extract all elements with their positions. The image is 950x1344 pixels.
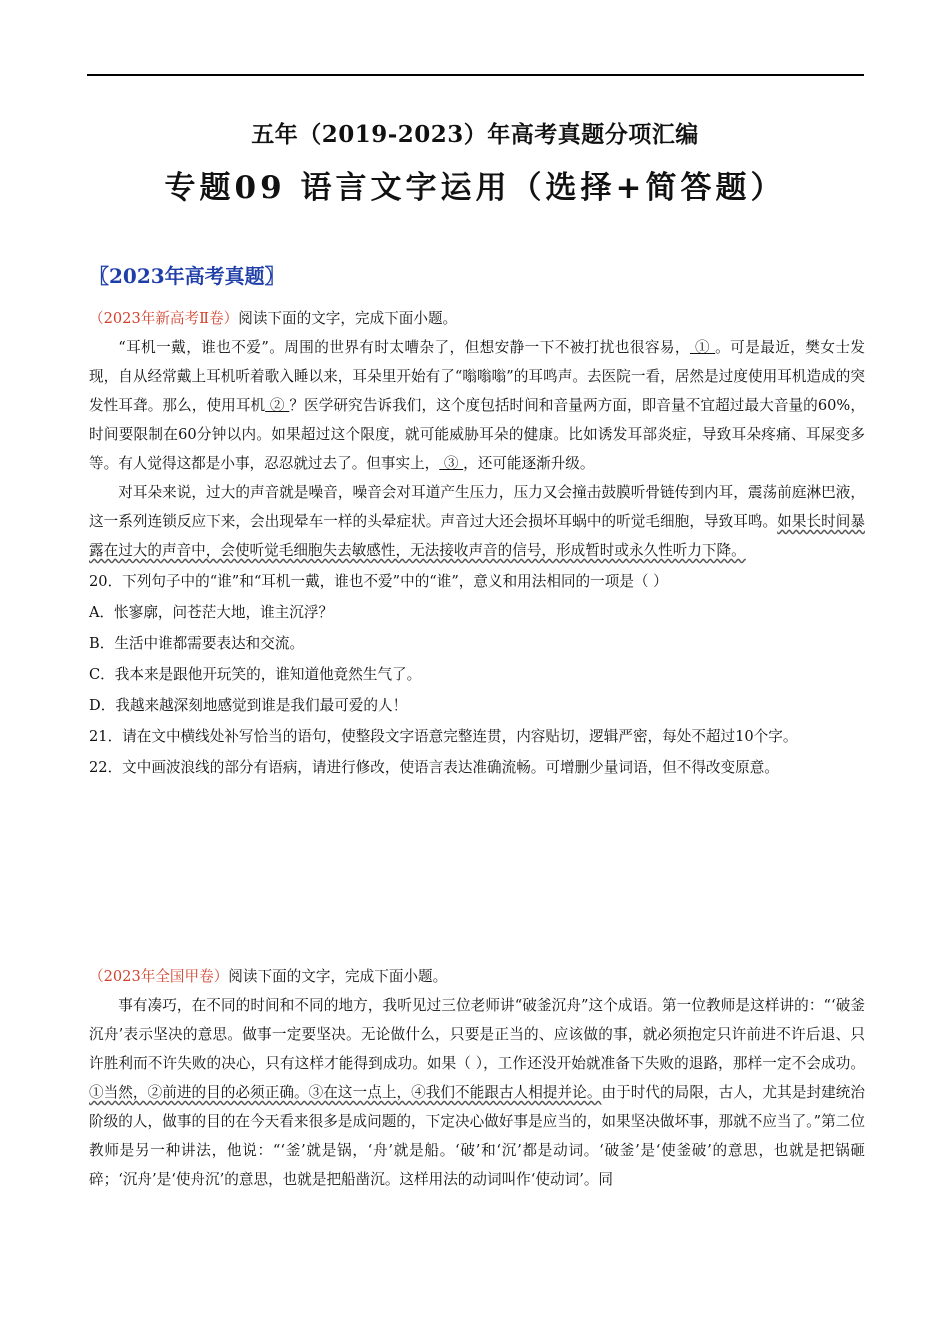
option-d: D．我越来越深刻地感觉到谁是我们最可爱的人！: [89, 697, 408, 714]
question-22: 22．文中画波浪线的部分有语病，请进行修改，使语言表达准确流畅。可增删少量词语，但不得改变原意。: [89, 759, 779, 776]
wavy-underlined-text: ①当然，②前进的目的必须正确。③在这一点上，④我们不能跟古人相提并论。: [89, 1084, 602, 1101]
question-20: 20．下列句子中的“谁”和“耳机一戴，谁也不爱”中的“谁”，意义和用法相同的一项是（ ）: [89, 573, 668, 590]
blank-2: ②: [265, 397, 290, 414]
passage-text: 对耳朵来说，过大的声音就是噪音，噪音会对耳道产生压力，压力又会撞击鼓膜听骨链传到内耳，震荡前庭淋巴液，这一系列连锁反应下来，会出现晕车一样的头晕症状。声音过大还会损坏耳蜗中的听觉毛细胞，导致耳鸣。: [89, 484, 865, 530]
passage-paragraph-2: [89, 478, 865, 565]
passage-text: 。可是最近，樊女士发现，自从经常戴上耳机听着歌入睡以来，耳朵里开始有了“嗡嗡嗡”的耳鸣声。去医院一看，居然是过度使用耳机造成的突发性耳聋。那么，使用耳机: [89, 339, 865, 414]
passage-text: ？医学研究告诉我们，这个度包括时间和音量两方面，即音量不宜超过最大音量的60%，时间要限制在60分钟以内。如果超过这个限度，就可能威胁耳朵的健康。比如诱发耳部炎症，导致耳朵疼痛、耳屎变多等。有人觉得这都是小事，忍忍就过去了。但事实上，: [89, 397, 865, 472]
source-line: [89, 962, 865, 991]
intro-text: 阅读下面的文字，完成下面小题。: [228, 968, 448, 985]
document-title: 五年（2019-2023）年高考真题分项汇编: [251, 121, 699, 148]
intro-text: 阅读下面的文字，完成下面小题。: [238, 310, 458, 327]
passage-text: 事有凑巧，在不同的时间和不同的地方，我听见过三位老师讲“破釜沉舟”这个成语。第一位教师是这样讲的：“‘破釜沉舟’表示坚决的意思。做事一定要坚决。无论做什么，只要是正当的、应该做的事，就必须抱定只许前进不许后退、只许胜利而不许失败的决心，只有这样才能得到成功。如果（ ），工作还没开始就准备下失败的退路，那样一定不会成功。: [89, 997, 866, 1072]
source-label: （2023年全国甲卷）: [89, 968, 229, 985]
option-a: A．怅寥廓，问苍茫大地，谁主沉浮？: [89, 604, 334, 621]
question-block-2023-national-a: [89, 962, 865, 1194]
blank-1: ①: [689, 339, 716, 356]
question-21: 21．请在文中横线处补写恰当的语句，使整段文字语意完整连贯，内容贴切，逻辑严密，每处不超过10个字。: [89, 728, 798, 745]
document-subtitle: 专题09 语言文字运用（选择+简答题）: [164, 170, 786, 206]
section-heading: 〖2023年高考真题〗: [89, 264, 285, 288]
passage-paragraph-1: [89, 991, 865, 1194]
passage-text: ，还可能逐渐升级。: [463, 455, 595, 472]
passage-paragraph-1: [89, 333, 865, 478]
blank-3: ③: [439, 455, 464, 472]
passage-text: “耳机一戴，谁也不爱”。周围的世界有时太嘈杂了，但想安静一下不被打扰也很容易，: [118, 339, 690, 356]
option-c: C．我本来是跟他开玩笑的，谁知道他竟然生气了。: [89, 666, 422, 683]
question-block-2023-new-gaokao-2: [89, 304, 865, 782]
header-rule: [87, 74, 864, 76]
option-b: B．生活中谁都需要表达和交流。: [89, 635, 305, 652]
source-label: （2023年新高考Ⅱ卷）: [89, 310, 239, 327]
wavy-underlined-text: 如果长时间暴露在过大的声音中，会使听觉毛细胞失去敏感性，无法接收声音的信号，形成暂时或永久性听力下降。: [89, 513, 865, 559]
source-line: [89, 304, 865, 333]
passage-text: 由于时代的局限，古人，尤其是封建统治阶级的人，做事的目的在今天看来很多是成问题的，下定决心做好事是应当的，如果坚决做坏事，那就不应当了。”第二位教师是另一种讲法，他说：“‘釜’就是锅，‘舟’就是船。‘破’和‘沉’都是动词。‘破釜’是‘使釜破’的意思，也就是把锅砸碎；‘沉舟’是‘使舟沉’的意思，也就是把船凿沉。这样用法的动词叫作‘使动词’。同: [89, 1084, 865, 1188]
